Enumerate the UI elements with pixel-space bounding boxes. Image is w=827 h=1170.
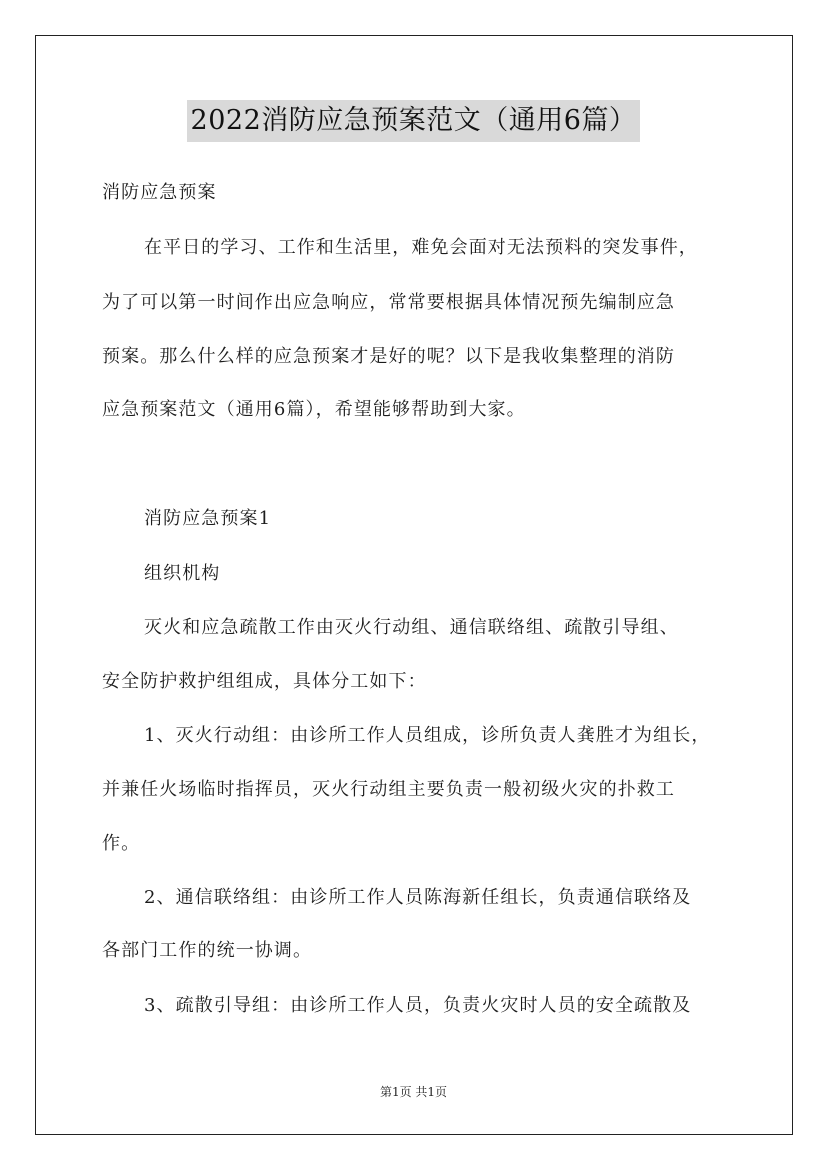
paragraph-line: 在平日的学习、工作和生活里，难免会面对无法预料的突发事件， <box>144 237 698 258</box>
list-item-line: 并兼任火场临时指挥员，灭火行动组主要负责一般初级火灾的扑救工 <box>102 779 675 800</box>
list-item-line: 各部门工作的统一协调。 <box>102 940 313 961</box>
paragraph-line: 预案。那么什么样的应急预案才是好的呢？以下是我收集整理的消防 <box>102 346 675 367</box>
section-heading: 消防应急预案 <box>102 182 217 203</box>
paragraph-line: 应急预案范文（通用6篇），希望能够帮助到大家。 <box>102 399 526 420</box>
list-item-line: 3、疏散引导组：由诊所工作人员，负责火灾时人员的安全疏散及 <box>144 995 692 1016</box>
document-title: 2022消防应急预案范文（通用6篇） <box>187 100 641 142</box>
page-footer: 第1页 共1页 <box>379 1085 448 1099</box>
paragraph-line: 安全防护救护组组成，具体分工如下： <box>102 671 427 692</box>
list-item-line: 作。 <box>102 833 141 854</box>
list-item-line: 2、通信联络组：由诊所工作人员陈海新任组长，负责通信联络及 <box>144 887 692 908</box>
subsection-heading: 组织机构 <box>144 563 221 584</box>
title-container <box>0 100 827 142</box>
paragraph-line: 为了可以第一时间作出应急响应，常常要根据具体情况预先编制应急 <box>102 292 675 313</box>
list-item-line: 1、灭火行动组：由诊所工作人员组成，诊所负责人龚胜才为组长， <box>144 725 711 746</box>
paragraph-line: 灭火和应急疏散工作由灭火行动组、通信联络组、疏散引导组、 <box>144 617 679 638</box>
subsection-heading: 消防应急预案1 <box>144 508 272 529</box>
